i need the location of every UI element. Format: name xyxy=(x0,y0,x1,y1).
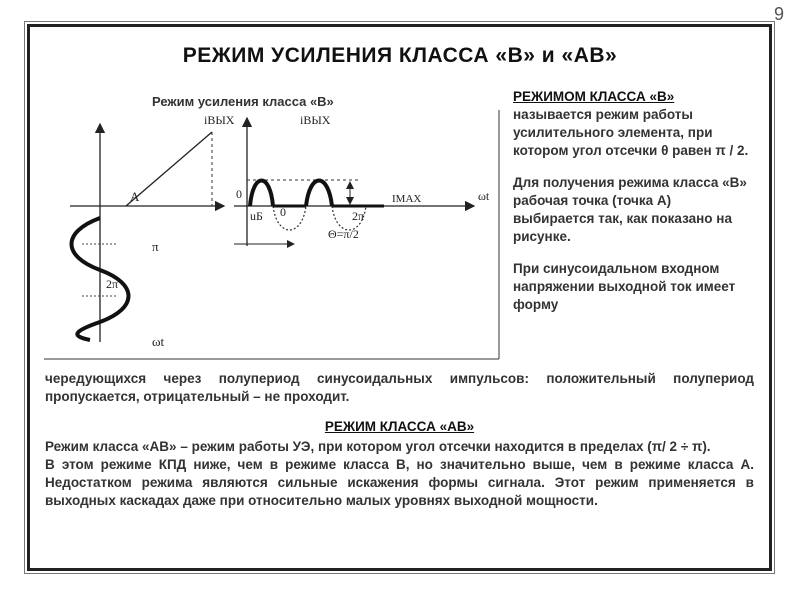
class-b-diagram xyxy=(44,110,500,360)
class-b-definition xyxy=(513,88,753,160)
two-pi-right-label: 2π xyxy=(352,209,365,223)
slide-title: РЕЖИМ УСИЛЕНИЯ КЛАССА «В» и «АВ» xyxy=(182,44,618,67)
class-b-figure xyxy=(44,110,500,360)
continuation-paragraph: чередующихся через полупериод синусоидальных импульсов: положительный полупериод пропускается, отрицательный – не проходит. xyxy=(45,371,754,404)
output-pulse-1 xyxy=(250,181,273,207)
sinusoidal-input-paragraph: При синусоидальном входном напряжении выходной ток имеет форму xyxy=(513,261,736,312)
theta-label: Θ=π/2 xyxy=(328,227,359,241)
cutoff-halfwave-1 xyxy=(273,206,306,230)
operating-point-paragraph: Для получения режима класса «В» рабочая точка (точка А) выбирается так, как показано на рисунке. xyxy=(513,175,747,244)
output-pulse-2 xyxy=(306,181,332,207)
class-b-definition-text: называется режим работы усилительного элемента, при котором угол отсечки θ равен π / 2. xyxy=(513,107,749,158)
figure-caption: Режим усиления класса «В» xyxy=(152,94,334,109)
omega-t-right-label: ωt xyxy=(478,189,490,203)
zero-axis-label: 0 xyxy=(280,205,286,219)
two-pi-left-label: 2π xyxy=(106,277,119,291)
class-b-definition-column xyxy=(513,88,753,328)
class-b-heading: РЕЖИМОМ КЛАССА «В» xyxy=(513,89,675,104)
i-out-left-label: iВЫХ xyxy=(204,113,235,127)
zero-label: 0 xyxy=(236,187,242,201)
i-out-right-label: iВЫХ xyxy=(300,113,331,127)
bottom-text-block xyxy=(45,370,754,510)
class-ab-definition: Режим класса «АВ» – режим работы УЭ, при котором угол отсечки находится в пределах (π/ 2 ÷ π). xyxy=(45,439,711,454)
page-number: 9 xyxy=(773,4,784,24)
point-a-label: A xyxy=(130,189,140,204)
omega-t-bottom-label: ωt xyxy=(152,334,165,349)
imax-label: IMAX xyxy=(392,193,422,205)
pi-label: π xyxy=(152,239,159,254)
class-ab-efficiency: В этом режиме КПД ниже, чем в режиме класса В, но значительно выше, чем в режиме класса А. Недостатком режима являются сильные искажения формы сигнала. Этот режим применяется в выходных каскадах даже при относительно малых уровнях выходной мощности. xyxy=(45,457,754,508)
class-ab-heading: РЕЖИМ КЛАССА «АВ» xyxy=(324,419,475,434)
ub-label: uБ xyxy=(250,209,263,223)
